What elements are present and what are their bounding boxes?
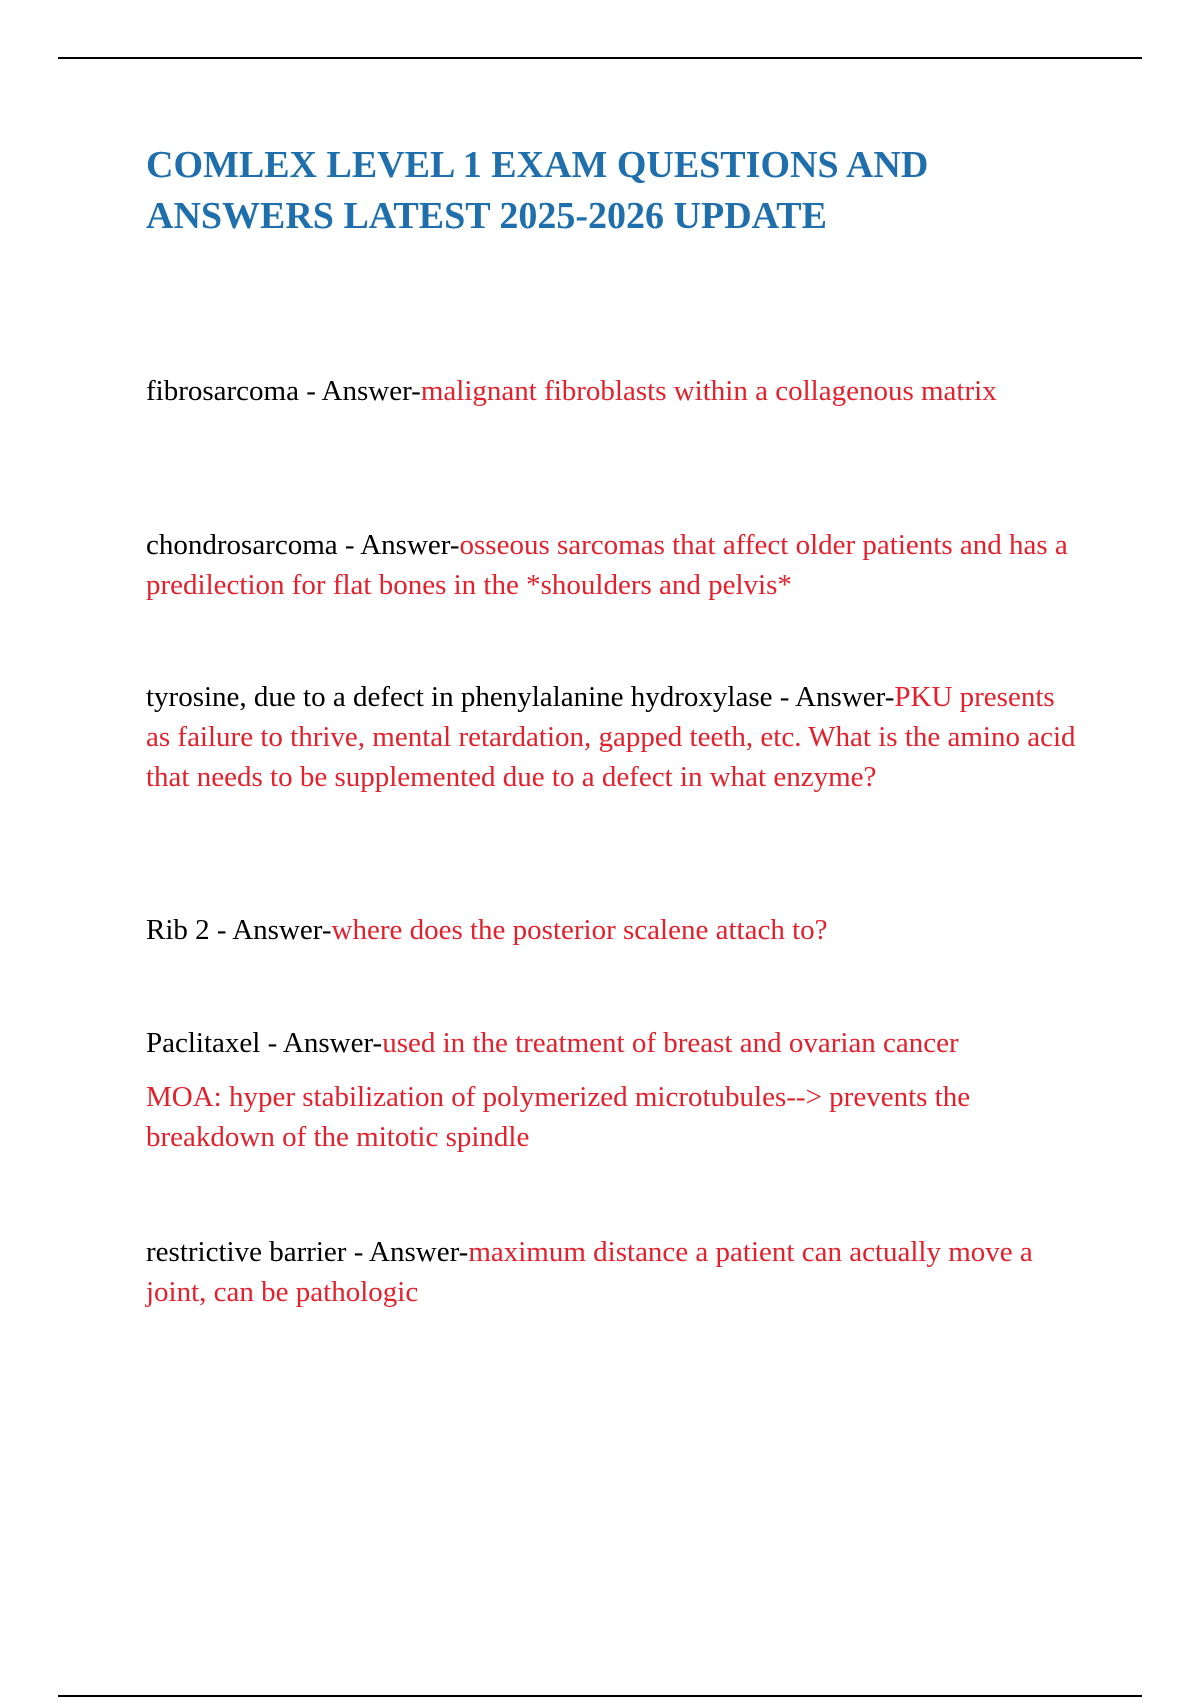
qa-entry-tyrosine [146, 677, 1076, 797]
qa-term: Rib 2 [146, 914, 210, 946]
qa-separator: - Answer- [337, 529, 460, 561]
qa-term: restrictive barrier [146, 1236, 347, 1268]
qa-text [146, 371, 1076, 411]
title-line-2: ANSWERS LATEST 2025-2026 UPDATE [146, 195, 827, 237]
qa-separator: - Answer- [299, 375, 421, 407]
qa-term: Paclitaxel [146, 1027, 261, 1059]
qa-separator: - Answer- [260, 1027, 383, 1059]
qa-entry-restrictive-barrier [146, 1232, 1076, 1312]
qa-entry-fibrosarcoma [146, 371, 1076, 411]
qa-separator: - Answer- [209, 914, 332, 946]
bottom-rule [58, 1695, 1142, 1697]
qa-answer: osseous sarcomas that affect older patients and has a predilection for flat bones in the *shoulders and pelvis* [146, 529, 1068, 601]
qa-text [146, 1023, 1076, 1063]
qa-separator: - Answer- [772, 681, 895, 713]
qa-answer: where does the posterior scalene attach to? [331, 914, 828, 946]
top-rule [58, 57, 1142, 59]
qa-entry-paclitaxel [146, 1023, 1076, 1157]
qa-term: chondrosarcoma [146, 529, 338, 561]
qa-entry-chondrosarcoma [146, 525, 1076, 605]
document-title [146, 140, 1046, 242]
qa-term: tyrosine, due to a defect in phenylalanine hydroxylase [146, 681, 773, 713]
qa-term: fibrosarcoma [146, 375, 299, 407]
title-line-1: COMLEX LEVEL 1 EXAM QUESTIONS AND [146, 144, 929, 186]
qa-answer: used in the treatment of breast and ovarian cancer [382, 1027, 959, 1059]
qa-answer: malignant fibroblasts within a collagenous matrix [420, 375, 997, 407]
qa-separator: - Answer- [346, 1236, 469, 1268]
qa-text [146, 525, 1076, 605]
qa-answer-continued: MOA: hyper stabilization of polymerized microtubules--> prevents the breakdown of the mitotic spindle [146, 1081, 971, 1153]
qa-answer: PKU presents as failure to thrive, mental retardation, gapped teeth, etc. What is the amino acid that needs to be supplemented due to a defect in what enzyme? [146, 681, 1076, 793]
qa-answer: maximum distance a patient can actually move a joint, can be pathologic [146, 1236, 1033, 1308]
qa-text [146, 677, 1076, 797]
qa-text [146, 910, 1076, 950]
qa-text [146, 1232, 1076, 1312]
qa-entry-rib-2 [146, 910, 1076, 950]
